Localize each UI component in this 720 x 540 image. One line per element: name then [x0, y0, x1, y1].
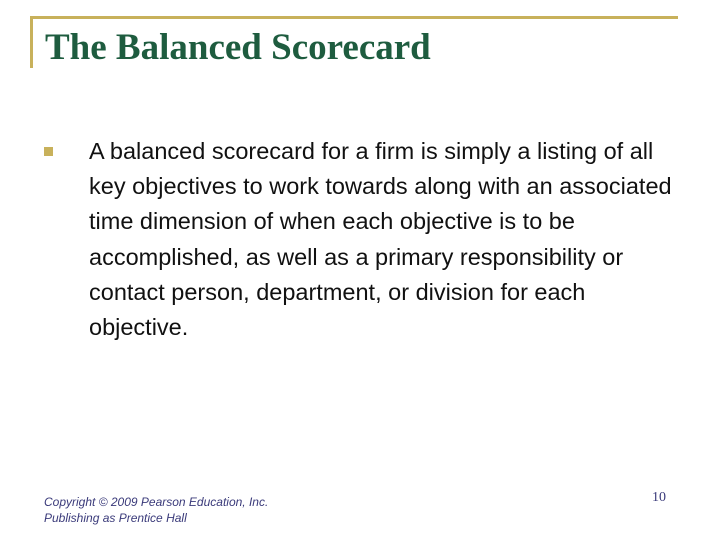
publisher-line: Publishing as Prentice Hall — [44, 510, 187, 525]
bullet-text: A balanced scorecard for a firm is simply a listing of all key objectives to work towards along with an associated time dimension of when each objective is to be accomplished, as well as a primary responsibility or contact person, department, or division for each objective. — [89, 138, 672, 341]
square-bullet-icon — [44, 147, 53, 156]
slide-title: The Balanced Scorecard — [45, 27, 431, 68]
copyright-line: Copyright © 2009 Pearson Education, Inc. — [44, 495, 269, 509]
slide-number: 10 — [652, 490, 666, 505]
title-frame-left-rule — [30, 16, 33, 68]
title-frame-top-rule — [30, 16, 678, 19]
footer-copyright — [44, 495, 268, 526]
